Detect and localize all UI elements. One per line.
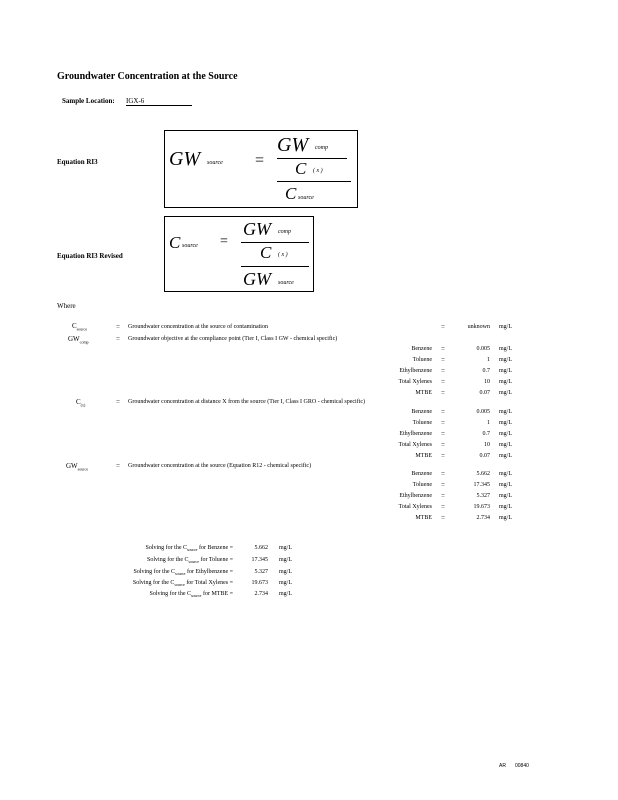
- sample-location-label: Sample Location:: [62, 97, 115, 105]
- def-gw-comp-symbol: $GW_{comp}$: [68, 335, 89, 345]
- gw-source-compound-unit: mg/L: [499, 471, 512, 477]
- eq2-main-fraction-line: [241, 266, 309, 267]
- footer-ar-label: AR: [499, 763, 506, 769]
- def-cx-equals: =: [116, 398, 120, 406]
- cx-compound-unit: mg/L: [499, 442, 512, 448]
- gw-comp-compound-name: Toluene: [412, 357, 432, 363]
- gw-comp-compound-unit: mg/L: [499, 368, 512, 374]
- cx-compound-name: Benzene: [411, 409, 432, 415]
- def-cx-symbol: $C_{(x)}$: [76, 398, 86, 408]
- cx-compound-name: MTBE: [415, 453, 432, 459]
- gw-source-compound-name: Total Xylenes: [398, 504, 432, 510]
- sample-location-value: IGX-6: [126, 97, 192, 106]
- gw-comp-compound-value: 10: [484, 379, 490, 385]
- def-c-source-description: Groundwater concentration at the source of contamination: [128, 324, 268, 330]
- solving-row-unit: mg/L: [279, 580, 292, 586]
- gw-source-compound-value: 17.345: [473, 482, 490, 488]
- def-gw-comp-equals: =: [116, 335, 120, 343]
- cx-equals: =: [441, 419, 445, 427]
- gw-source-compound-name: Toluene: [412, 482, 432, 488]
- eq2-gw-source-subscript: source: [278, 280, 294, 286]
- eq1-cx-symbol: C: [295, 159, 307, 178]
- gw-source-compound-value: 5.662: [476, 471, 490, 477]
- cx-compound-unit: mg/L: [499, 431, 512, 437]
- eq1-inner-fraction-line: [277, 158, 347, 159]
- solving-row-text: Solving for the $C_{source}$ for Toluene =: [147, 557, 233, 565]
- gw-source-equals: =: [441, 481, 445, 489]
- cx-equals: =: [441, 408, 445, 416]
- cx-compound-name: Toluene: [412, 420, 432, 426]
- gw-comp-compound-name: Ethylbenzene: [399, 368, 432, 374]
- gw-comp-compound-unit: mg/L: [499, 357, 512, 363]
- gw-source-equals: =: [441, 514, 445, 522]
- where-label: Where: [57, 302, 76, 310]
- cx-compound-unit: mg/L: [499, 409, 512, 415]
- solving-row-value: 5.662: [254, 545, 268, 551]
- gw-comp-equals: =: [441, 367, 445, 375]
- eq1-gw-symbol: GW: [169, 148, 201, 170]
- eq2-cx-symbol: C: [260, 243, 272, 262]
- solving-row-value: 2.734: [254, 591, 268, 597]
- def-cx-description: Groundwater concentration at distance X from the source (Tier I, Class I GRO - chemical specific): [128, 399, 366, 405]
- gw-source-compound-value: 19.673: [473, 504, 490, 510]
- gw-source-compound-name: Benzene: [411, 471, 432, 477]
- eq1-comp-subscript: comp: [315, 145, 328, 151]
- cx-equals: =: [441, 452, 445, 460]
- eq1-equals-sign: =: [255, 152, 265, 169]
- eq2-gw-comp-symbol: GW: [243, 219, 271, 239]
- def-gw-comp-description: Groundwater objective at the compliance point (Tier I, Class I GW - chemical specific): [128, 336, 338, 342]
- def-gw-source-equals: =: [116, 462, 120, 470]
- eq2-gw-source-symbol: GW: [243, 269, 271, 289]
- gw-comp-equals: =: [441, 345, 445, 353]
- gw-comp-compound-unit: mg/L: [499, 390, 512, 396]
- def-c-source-equals: =: [116, 323, 120, 331]
- gw-comp-equals: =: [441, 389, 445, 397]
- solving-row-value: 17.345: [251, 557, 268, 563]
- eq2-comp-subscript: comp: [278, 229, 291, 235]
- cx-compound-name: Ethylbenzene: [399, 431, 432, 437]
- gw-source-compound-name: Ethylbenzene: [399, 493, 432, 499]
- cx-compound-value: 1: [487, 420, 490, 426]
- def-c-source-value: unknown: [467, 324, 490, 330]
- gw-source-compound-value: 5.327: [476, 493, 490, 499]
- def-gw-source-symbol: $GW_{source}$: [66, 462, 89, 472]
- gw-source-compound-unit: mg/L: [499, 482, 512, 488]
- solving-row-unit: mg/L: [279, 569, 292, 575]
- cx-compound-value: 0.07: [479, 453, 490, 459]
- cx-equals: =: [441, 441, 445, 449]
- gw-source-compound-unit: mg/L: [499, 504, 512, 510]
- solving-row-text: Solving for the $C_{source}$ for Ethylbenzene =: [133, 569, 233, 577]
- solving-row-text: Solving for the $C_{source}$ for MTBE =: [149, 591, 233, 599]
- gw-source-compound-unit: mg/L: [499, 493, 512, 499]
- def-c-source-unit: mg/L: [499, 324, 512, 330]
- eq1-gw-comp-symbol: GW: [277, 134, 309, 156]
- solving-row-text: Solving for the $C_{source}$ for Total Xylenes =: [132, 580, 233, 588]
- gw-comp-compound-value: 1: [487, 357, 490, 363]
- gw-source-equals: =: [441, 470, 445, 478]
- gw-comp-compound-unit: mg/L: [499, 346, 512, 352]
- gw-source-compound-name: MTBE: [415, 515, 432, 521]
- footer-page-number: 00840: [515, 763, 529, 769]
- eq2-top-fraction-line: [241, 242, 309, 243]
- def-gw-source-description: Groundwater concentration at the source (Equation R12 - chemical specific): [128, 463, 312, 469]
- solving-row-unit: mg/L: [279, 557, 292, 563]
- cx-compound-value: 10: [484, 442, 490, 448]
- solving-row-text: Solving for the $C_{source}$ for Benzene =: [145, 545, 233, 553]
- cx-compound-unit: mg/L: [499, 453, 512, 459]
- gw-comp-compound-value: 0.07: [479, 390, 490, 396]
- cx-compound-unit: mg/L: [499, 420, 512, 426]
- gw-comp-equals: =: [441, 356, 445, 364]
- gw-source-compound-unit: mg/L: [499, 515, 512, 521]
- gw-comp-compound-name: MTBE: [415, 390, 432, 396]
- gw-source-equals: =: [441, 492, 445, 500]
- eq1-c-source-subscript: source: [298, 195, 314, 201]
- gw-comp-compound-name: Total Xylenes: [398, 379, 432, 385]
- cx-equals: =: [441, 430, 445, 438]
- gw-source-compound-value: 2.734: [476, 515, 490, 521]
- eq2-c-symbol: C: [169, 233, 181, 252]
- equation-ri3-box: [164, 130, 358, 208]
- def-c-source-value-equals: =: [441, 323, 445, 331]
- solving-row-unit: mg/L: [279, 545, 292, 551]
- eq2-equals-sign: =: [220, 234, 228, 249]
- gw-comp-compound-value: 0.005: [476, 346, 490, 352]
- equation-ri3-label: Equation RI3: [57, 158, 98, 166]
- eq1-x-subscript: ( x ): [313, 168, 323, 174]
- solving-row-unit: mg/L: [279, 591, 292, 597]
- cx-compound-name: Total Xylenes: [398, 442, 432, 448]
- eq2-source-subscript: source: [182, 243, 198, 249]
- eq1-source-subscript: source: [207, 160, 223, 166]
- page-title: Groundwater Concentration at the Source: [57, 71, 238, 82]
- solving-row-value: 19.673: [251, 580, 268, 586]
- gw-comp-compound-name: Benzene: [411, 346, 432, 352]
- eq1-main-fraction-line: [277, 181, 351, 182]
- gw-comp-equals: =: [441, 378, 445, 386]
- equation-ri3-revised-label: Equation RI3 Revised: [57, 252, 123, 260]
- cx-compound-value: 0.005: [476, 409, 490, 415]
- cx-compound-value: 0.7: [482, 431, 490, 437]
- gw-comp-compound-unit: mg/L: [499, 379, 512, 385]
- gw-source-equals: =: [441, 503, 445, 511]
- gw-comp-compound-value: 0.7: [482, 368, 490, 374]
- solving-row-value: 5.327: [254, 569, 268, 575]
- eq2-x-subscript: ( x ): [278, 252, 288, 258]
- eq1-c-source-symbol: C: [285, 184, 297, 203]
- equation-ri3-revised-box: [164, 216, 314, 292]
- def-c-source-symbol: $C_{source}$: [72, 322, 88, 332]
